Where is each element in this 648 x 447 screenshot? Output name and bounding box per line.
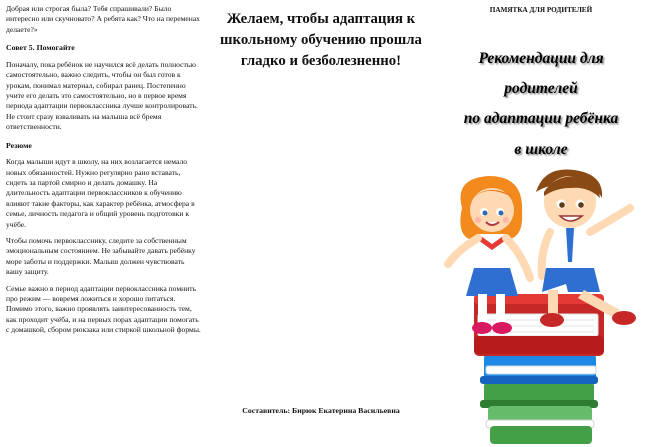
memo-label: ПАМЯТКА ДЛЯ РОДИТЕЛЕЙ (489, 6, 593, 14)
left-column (6, 0, 202, 447)
wish-text: Желаем, чтобы адаптация к школьному обучению прошла гладко и безболезненно! (220, 11, 422, 69)
author-line: Составитель: Бирюк Екатерина Васильевна (242, 406, 400, 415)
summary-paragraph-2: Чтобы помочь первокласснику, следите за собственным эмоциональным состоянием. Не забывайте давать ребёнку море заботы и поддержки. Малыш должен чувствовать вашу защиту. (6, 235, 196, 277)
summary-heading: Резюме (6, 140, 32, 150)
intro-text: Добрая или строгая была? Тебя спрашивали? Было интересно или скучновато? А ребята как? Что на переменах делаете?» (6, 4, 200, 34)
summary-paragraph-1: Когда малыши идут в школу, на них возлагается немало новых обязанностей. Нужно регулярно рано вставать, сидеть за партой смирно и делать домашку. На длительность адаптации первоклассников к обучению влияют такие факторы, как характер ребёнка, атмосфера в семье, личность педагога и общий уровень подготовки к учёбе. (6, 157, 195, 229)
brochure-title (438, 44, 644, 165)
middle-column (214, 0, 428, 447)
tip5-text: Поначалу, пока ребёнок не научился всё делать полностью самостоятельно, важно следить, чтобы он был готов к урокам, понимал материал, собирал ранец. Постепенно учите его делать это самостоятельно, но в первое время периода адаптации первоклассника лучше контролировать. Не стоит сразу взваливать на малыша всё бремя ответственности. (6, 59, 198, 132)
title-line: в школе (514, 140, 568, 158)
title-line: Рекомендации для (478, 50, 604, 67)
tip5-heading: Совет 5. Помогайте (6, 43, 75, 53)
children-on-books-icon (444, 168, 644, 446)
right-column (438, 0, 644, 447)
title-line: родителей (504, 80, 578, 98)
title-line: по адаптации ребёнка (463, 110, 619, 128)
books-stack (474, 294, 604, 444)
summary-paragraph-3: Семье важно в период адаптации первоклассника помнить про режим — вовремя ложиться и хорошо питаться. Помимо этого, важно проявлять заинтересованность тем, как проходит учёба, и на первых порах адаптации помогать с домашкой, сбором рюкзака или стиркой школьной формы. (6, 283, 201, 335)
